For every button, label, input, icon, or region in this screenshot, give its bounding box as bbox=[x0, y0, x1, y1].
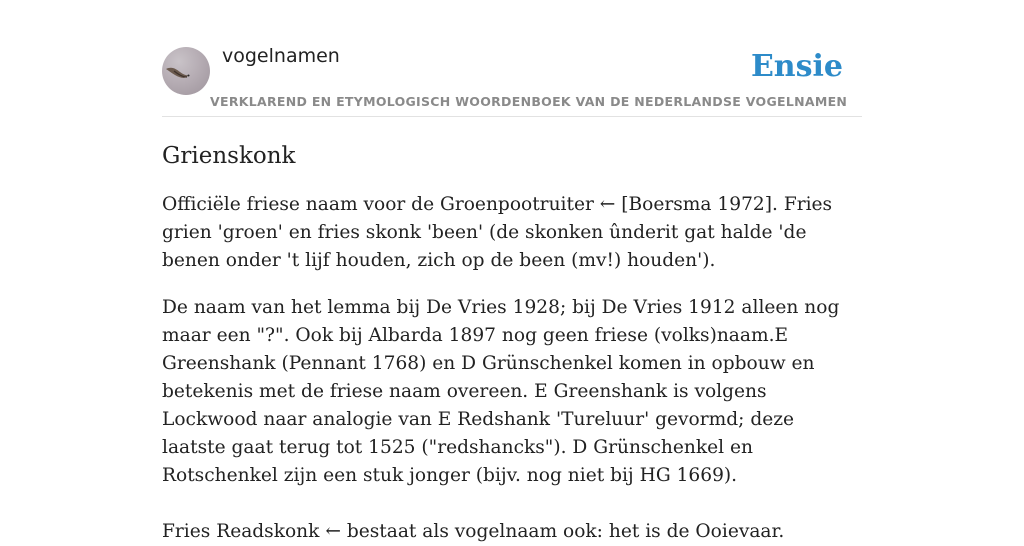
site-header bbox=[162, 0, 862, 117]
site-subtitle: VERKLAREND EN ETYMOLOGISCH WOORDENBOEK VAN DE NEDERLANDSE VOGELNAMEN bbox=[210, 94, 848, 109]
entry-paragraph: De naam van het lemma bij De Vries 1928; bij De Vries 1912 alleen nog maar een "?". Ook bij Albarda 1897 nog geen friese (volks)naam.E Greenshank (Pennant 1768) en D Grünschenkel komen in opbouw en betekenis met de friese naam overeen. E Greenshank is volgens Lockwood naar analogie van E Redshank 'Tureluur' gevormd; deze laatste gaat terug tot 1525 ("redshancks"). D Grünschenkel en Rotschenkel zijn een stuk jonger (bijv. nog niet bij HG 1669). bbox=[162, 297, 840, 486]
entry-paragraph: Fries Readskonk ← bestaat als vogelnaam ook: het is de Ooievaar. bbox=[162, 521, 785, 542]
entry-paragraph: Officiële friese naam voor de Groenpootruiter ← [Boersma 1972]. Fries grien 'groen' en fries skonk 'been' (de skonken ûnderit gat halde 'de benen onder 't lijf houden, zich op de been (mv!) houden'). bbox=[162, 194, 833, 271]
brand-logo[interactable]: Ensie bbox=[750, 49, 843, 84]
entry-title: Grienskonk bbox=[162, 143, 296, 169]
avatar[interactable] bbox=[162, 47, 210, 95]
bird-icon bbox=[162, 47, 210, 95]
page bbox=[162, 0, 862, 546]
site-name[interactable]: vogelnamen bbox=[222, 45, 340, 67]
